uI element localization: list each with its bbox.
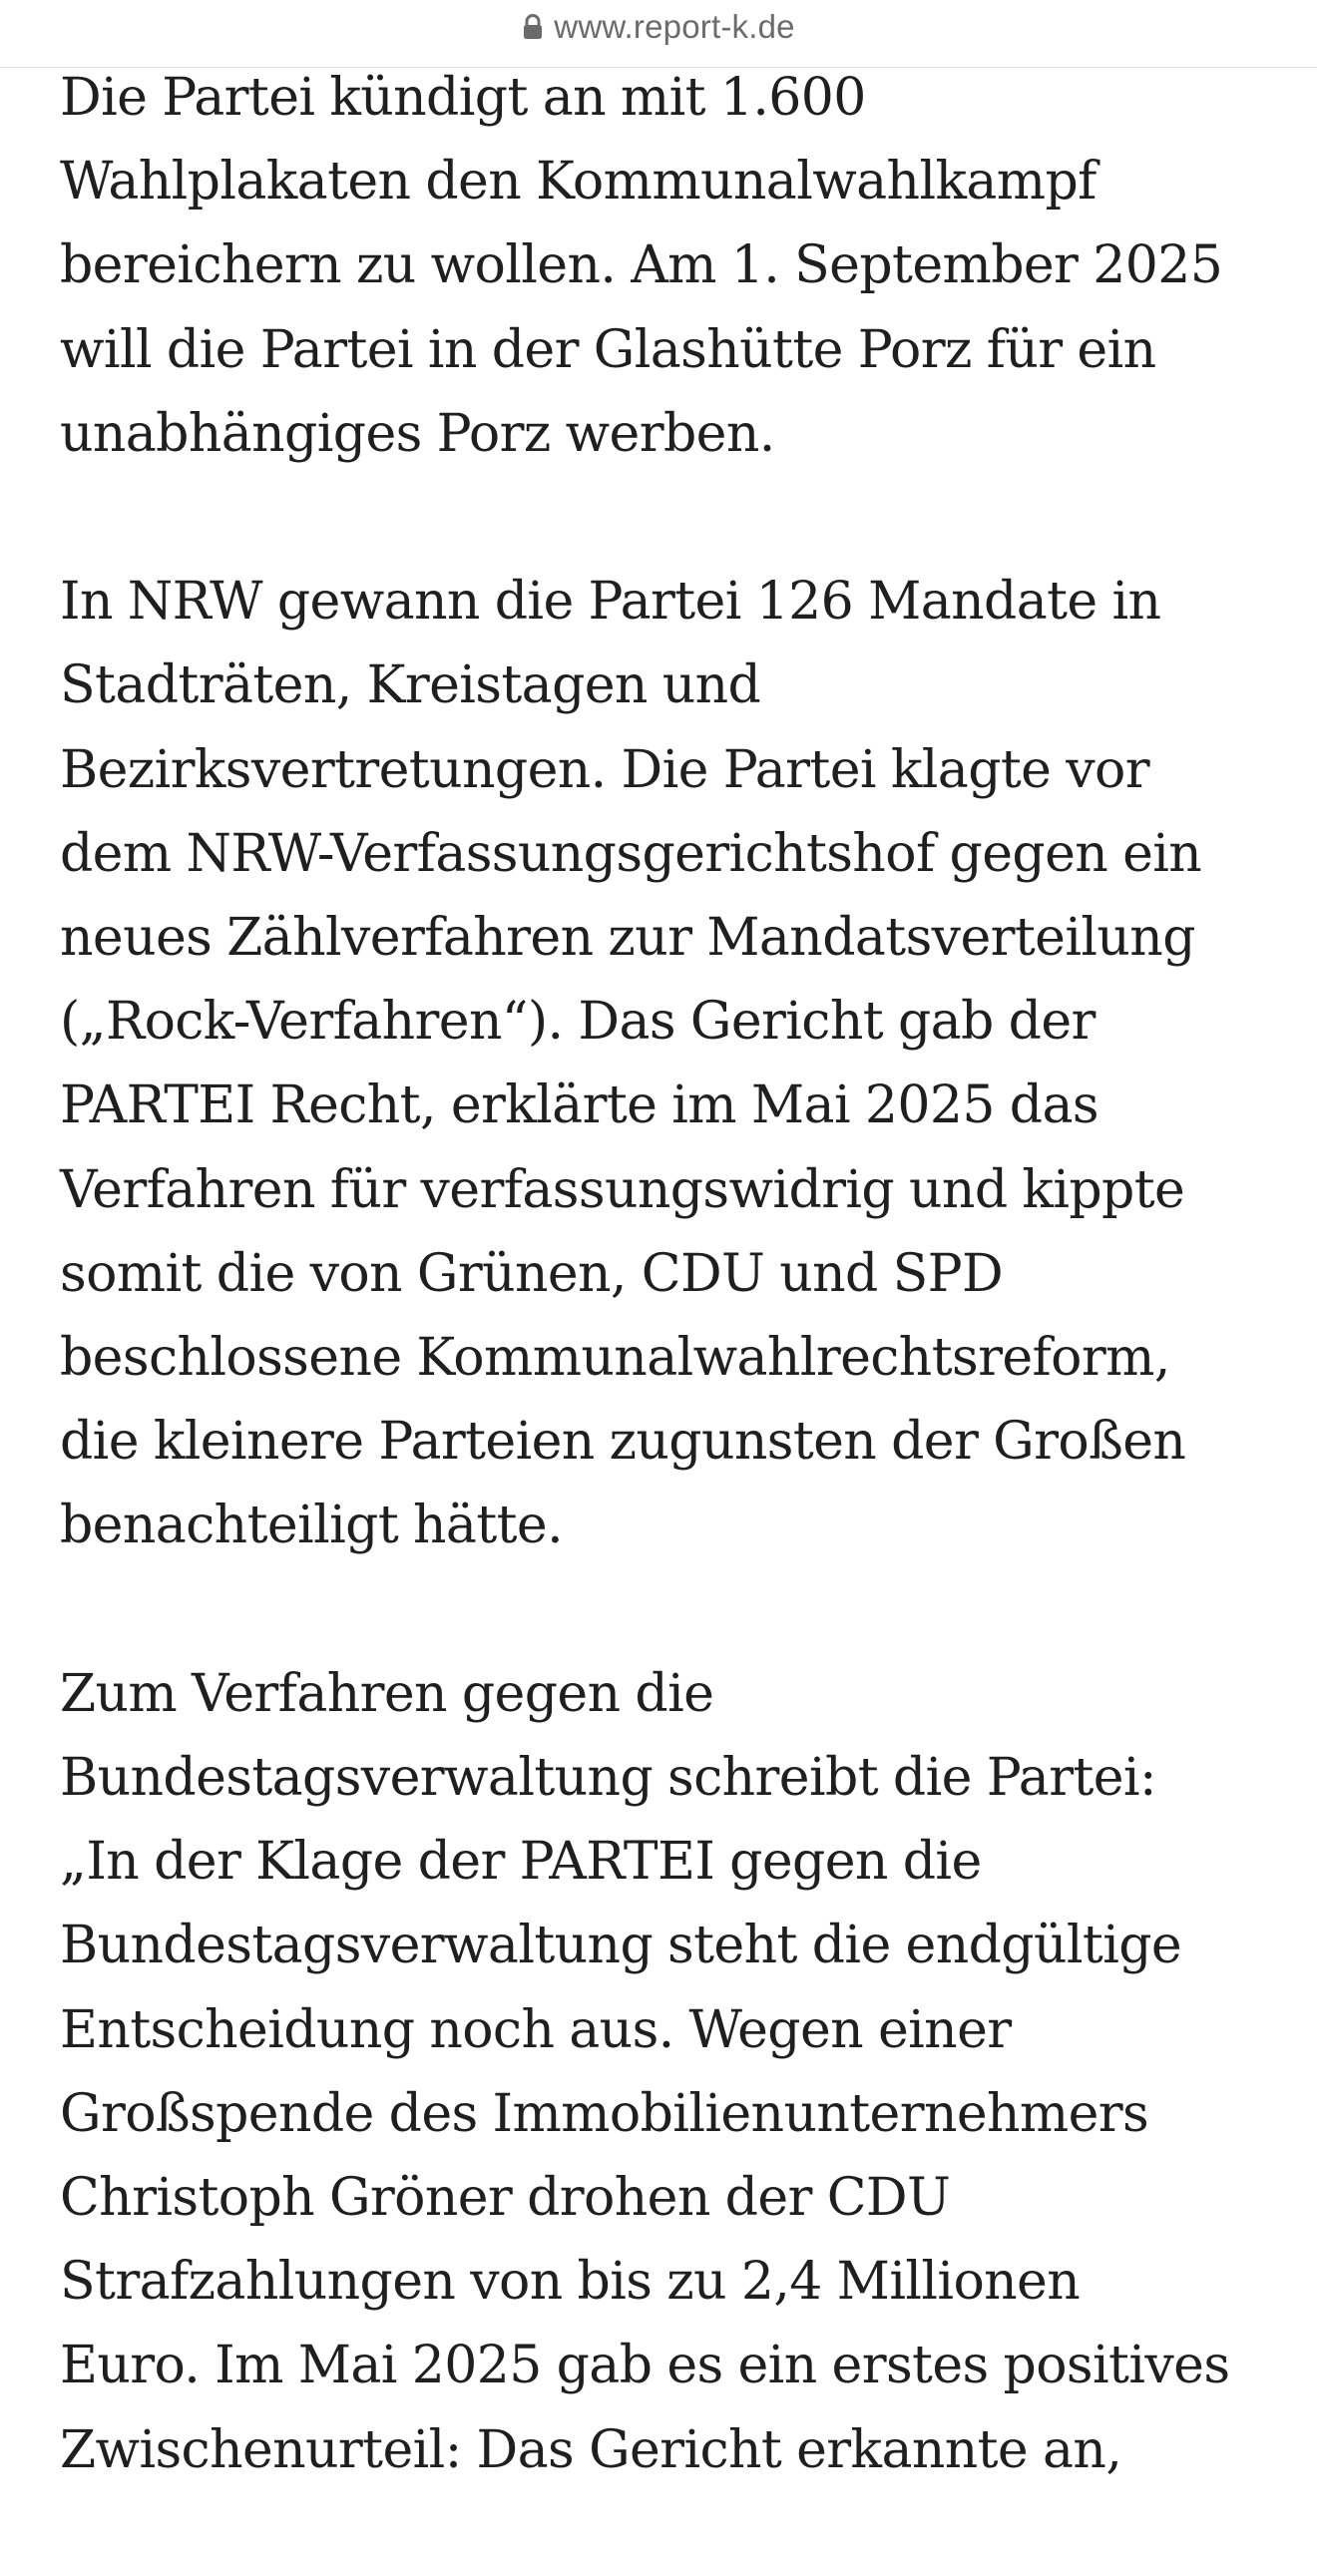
text-line: Bezirksvertretungen. Die Partei klagte vor: [60, 739, 1150, 800]
text-line: unabhängiges Porz werben.: [60, 403, 775, 464]
text-line: Großspende des Immobilienunternehmers: [60, 2083, 1149, 2144]
text-line: will die Partei in der Glashütte Porz für ein: [60, 319, 1156, 380]
text-line: bereichern zu wollen. Am 1. September 2025: [60, 235, 1223, 296]
text-line: Christoph Gröner drohen der CDU: [60, 2168, 951, 2229]
text-line: Die Partei kündigt an mit 1.600: [60, 68, 866, 128]
text-line: neues Zählverfahren zur Mandatsverteilung: [60, 908, 1195, 969]
text-line: Strafzahlungen von bis zu 2,4 Millionen: [60, 2252, 1081, 2313]
text-line: PARTEI Recht, erklärte im Mai 2025 das: [60, 1075, 1098, 1136]
article-paragraph: [60, 56, 1277, 476]
text-line: („Rock-Verfahren“). Das Gericht gab der: [60, 992, 1096, 1053]
text-line: Bundestagsverwaltung schreibt die Partei:: [60, 1748, 1156, 1809]
text-line: Zwischenurteil: Das Gericht erkannte an,: [60, 2419, 1122, 2480]
lock-icon: [522, 14, 544, 40]
url-text: www.report-k.de: [554, 7, 795, 45]
text-line: benachteiligt hätte.: [60, 1496, 564, 1556]
text-line: Euro. Im Mai 2025 gab es ein erstes positives: [60, 2336, 1230, 2396]
text-line: Bundestagsverwaltung steht die endgültige: [60, 1916, 1182, 1976]
text-line: Wahlplakaten den Kommunalwahlkampf: [60, 152, 1097, 213]
text-line: „In der Klage der PARTEI gegen die: [60, 1832, 982, 1893]
address-bar-content[interactable]: [522, 8, 794, 46]
text-line: dem NRW-Verfassungsgerichtshof gegen ein: [60, 823, 1202, 884]
text-line: Stadträten, Kreistagen und: [60, 655, 761, 716]
text-line: Entscheidung noch aus. Wegen einer: [60, 1999, 1012, 2060]
text-line: beschlossene Kommunalwahlrechtsreform,: [60, 1328, 1170, 1389]
text-line: In NRW gewann die Partei 126 Mandate in: [60, 572, 1161, 633]
article-body: [60, 56, 1277, 2576]
text-line: somit die von Grünen, CDU und SPD: [60, 1243, 1004, 1304]
browser-address-bar[interactable]: [0, 0, 1317, 68]
text-line: die kleinere Parteien zugunsten der Großen: [60, 1412, 1186, 1473]
text-line: Zum Verfahren gegen die: [60, 1663, 714, 1724]
article-paragraph: [60, 560, 1277, 1567]
text-line: Verfahren für verfassungswidrig und kippte: [60, 1159, 1185, 1220]
article-paragraph: [60, 1652, 1277, 2492]
